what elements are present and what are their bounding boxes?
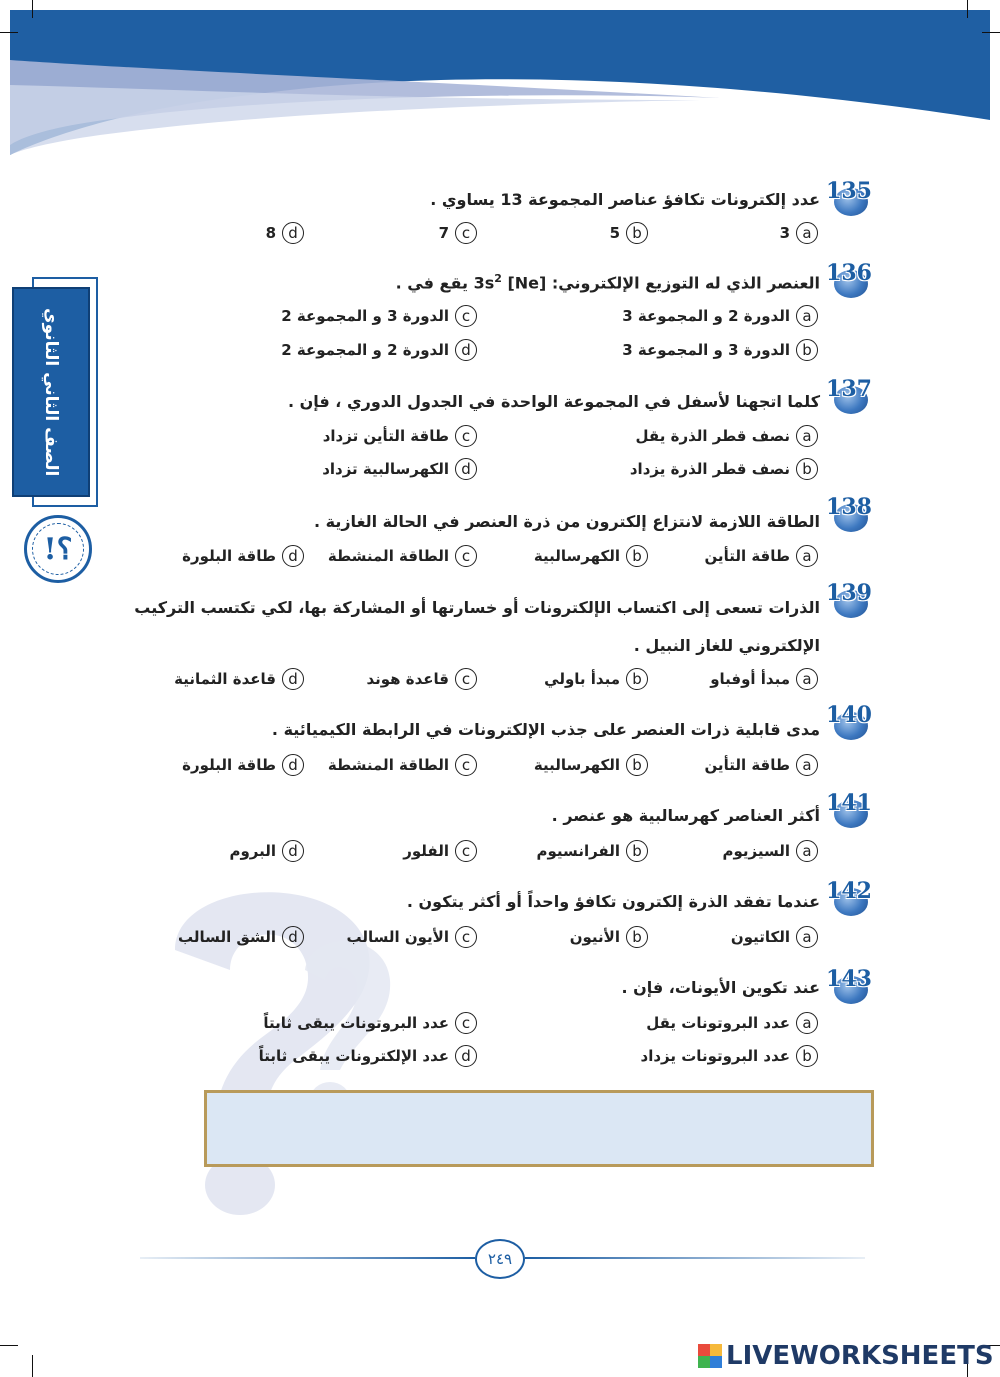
option-text: طاقة البلورة xyxy=(182,547,276,565)
option-d[interactable] xyxy=(266,222,304,244)
option-letter: c xyxy=(455,668,477,690)
option-letter: b xyxy=(796,1045,818,1067)
crop-mark xyxy=(0,32,18,33)
question-number: 140 xyxy=(826,702,872,728)
option-a[interactable] xyxy=(780,222,818,244)
liveworksheets-logo-icon xyxy=(698,1344,722,1368)
option-b[interactable] xyxy=(544,668,648,690)
question-text: الطاقة اللازمة لانتزاع إلكترون من ذرة العنصر في الحالة الغازية . xyxy=(313,512,820,531)
option-text: الشق السالب xyxy=(178,928,276,946)
question-number-badge xyxy=(826,580,872,618)
option-letter: d xyxy=(455,339,477,361)
page-number: ٢٤٩ xyxy=(475,1239,525,1279)
option-a[interactable] xyxy=(636,425,818,447)
question-badge-icon xyxy=(24,515,92,583)
crop-mark xyxy=(0,1345,18,1346)
question-number-badge xyxy=(826,790,872,828)
option-text: الدورة 3 و المجموعة 3 xyxy=(622,341,790,359)
option-b[interactable] xyxy=(534,754,648,776)
option-text: الفلور xyxy=(403,842,449,860)
header-banner xyxy=(0,0,1000,170)
option-c[interactable] xyxy=(263,1012,477,1034)
option-letter: b xyxy=(626,754,648,776)
question-text-part: يقع في . xyxy=(395,273,474,293)
question-text: كلما اتجهنا لأسفل في المجموعة الواحدة في الجدول الدوري ، فإن . xyxy=(287,392,820,411)
option-text: 7 xyxy=(438,224,449,242)
option-text: الفرانسيوم xyxy=(536,842,620,860)
option-c[interactable] xyxy=(328,754,477,776)
question-number: 142 xyxy=(826,878,872,904)
option-text: قاعدة هوند xyxy=(366,670,449,688)
question-number-badge xyxy=(826,878,872,916)
option-letter: c xyxy=(455,545,477,567)
option-text: طاقة البلورة xyxy=(182,756,276,774)
option-d[interactable] xyxy=(281,339,477,361)
option-c[interactable] xyxy=(439,222,477,244)
question-number: 139 xyxy=(826,580,872,606)
option-text: الدورة 2 و المجموعة 3 xyxy=(622,307,790,325)
option-text: عدد البروتونات يزداد xyxy=(640,1047,790,1065)
question-number-badge xyxy=(826,494,872,532)
option-c[interactable] xyxy=(281,305,477,327)
option-text: طاقة التأين xyxy=(704,756,790,774)
option-d[interactable] xyxy=(322,458,477,480)
option-a[interactable] xyxy=(622,305,818,327)
option-letter: b xyxy=(626,668,648,690)
option-letter: d xyxy=(282,668,304,690)
option-d[interactable] xyxy=(182,545,304,567)
superscript: 2 xyxy=(494,272,502,285)
option-text: عدد البروتونات يقل xyxy=(646,1014,790,1032)
option-letter: d xyxy=(282,222,304,244)
answer-input-box[interactable] xyxy=(204,1090,874,1167)
option-a[interactable] xyxy=(704,545,818,567)
option-text: الدورة 3 و المجموعة 2 xyxy=(281,307,449,325)
option-text: عدد الإلكترونات يبقى ثابتاً xyxy=(258,1047,449,1065)
option-text: 8 xyxy=(265,224,276,242)
option-text: طاقة التأين xyxy=(704,547,790,565)
option-text: مبدأ أوفباو xyxy=(710,670,790,688)
question-badge-symbol: !؟ xyxy=(43,531,73,567)
option-c[interactable] xyxy=(323,425,477,447)
option-c[interactable] xyxy=(328,545,477,567)
option-letter: a xyxy=(796,926,818,948)
option-a[interactable] xyxy=(731,926,818,948)
crop-mark xyxy=(32,0,33,18)
option-a[interactable] xyxy=(710,668,818,690)
question-number-badge xyxy=(826,260,872,298)
option-text: الكاتيون xyxy=(730,928,790,946)
option-c[interactable] xyxy=(403,840,477,862)
liveworksheets-brand[interactable] xyxy=(698,1341,994,1371)
footer-line-right xyxy=(525,1257,865,1259)
option-letter: a xyxy=(796,305,818,327)
question-text: الذرات تسعى إلى اكتساب الإلكترونات أو خسارتها أو المشاركة بها، لكي تكتسب التركيب xyxy=(134,598,820,617)
question-text: أكثر العناصر كهرسالبية هو عنصر . xyxy=(551,806,820,825)
option-letter: b xyxy=(796,458,818,480)
question-text: مدى قابلية ذرات العنصر على جذب الإلكترونات في الرابطة الكيميائية . xyxy=(271,720,820,739)
option-b[interactable] xyxy=(630,458,818,480)
question-text xyxy=(396,272,820,292)
option-letter: a xyxy=(796,222,818,244)
option-b[interactable] xyxy=(534,545,648,567)
option-letter: c xyxy=(455,1012,477,1034)
option-d[interactable] xyxy=(229,840,304,862)
option-letter: c xyxy=(455,425,477,447)
option-b[interactable] xyxy=(622,339,818,361)
option-text: قاعدة الثمانية xyxy=(174,670,276,688)
crop-mark xyxy=(32,1355,33,1377)
question-number: 135 xyxy=(826,178,872,204)
option-a[interactable] xyxy=(646,1012,818,1034)
option-letter: a xyxy=(796,545,818,567)
option-letter: b xyxy=(626,840,648,862)
option-b[interactable] xyxy=(570,926,648,948)
option-letter: b xyxy=(626,545,648,567)
footer-line-left xyxy=(140,1257,475,1259)
question-number: 137 xyxy=(826,376,872,402)
option-text: الدورة 2 و المجموعة 2 xyxy=(281,341,449,359)
side-tab-label: الصف الثاني الثانوي xyxy=(41,307,61,477)
side-tab-label-wrap xyxy=(12,287,90,497)
option-d[interactable] xyxy=(178,926,304,948)
option-text: نصف قطر الذرة يزداد xyxy=(629,460,790,478)
option-letter: c xyxy=(455,926,477,948)
question-number: 138 xyxy=(826,494,872,520)
crop-mark xyxy=(982,32,1000,33)
option-text: عدد البروتونات يبقى ثابتاً xyxy=(263,1014,449,1032)
option-text: الأنيون xyxy=(569,928,620,946)
option-letter: d xyxy=(282,840,304,862)
option-text: السيزيوم xyxy=(722,842,790,860)
option-letter: b xyxy=(626,926,648,948)
option-text: مبدأ باولي xyxy=(544,670,620,688)
option-d[interactable] xyxy=(182,754,304,776)
option-letter: c xyxy=(455,305,477,327)
question-number-badge xyxy=(826,178,872,216)
option-text: الكهرسالبية xyxy=(533,547,620,565)
option-letter: d xyxy=(282,545,304,567)
option-letter: a xyxy=(796,425,818,447)
option-letter: b xyxy=(626,222,648,244)
option-a[interactable] xyxy=(704,754,818,776)
question-number-badge xyxy=(826,966,872,1004)
option-c[interactable] xyxy=(366,668,477,690)
option-letter: a xyxy=(796,754,818,776)
option-letter: c xyxy=(455,222,477,244)
question-text: عدد إلكترونات تكافؤ عناصر المجموعة 13 يساوي . xyxy=(430,190,820,209)
option-letter: c xyxy=(455,840,477,862)
crop-mark xyxy=(967,0,968,18)
option-text: الطاقة المنشطة xyxy=(327,756,449,774)
option-letter: a xyxy=(796,840,818,862)
question-text-part: العنصر الذي له التوزيع الإلكتروني: [Ne] 3s xyxy=(473,273,820,293)
option-letter: d xyxy=(455,1045,477,1067)
option-d[interactable] xyxy=(259,1045,477,1067)
option-letter: d xyxy=(282,926,304,948)
option-text: الكهرسالبية تزداد xyxy=(322,460,449,478)
option-letter: b xyxy=(796,339,818,361)
option-a[interactable] xyxy=(722,840,818,862)
option-text: طاقة التأين تزداد xyxy=(322,427,449,445)
option-c[interactable] xyxy=(346,926,477,948)
option-letter: d xyxy=(282,754,304,776)
question-text-line2: الإلكتروني للغاز النبيل . xyxy=(633,636,820,655)
question-text: عندما تفقد الذرة إلكترون تكافؤ واحداً أو أكثر يتكون . xyxy=(406,892,820,911)
option-b[interactable] xyxy=(641,1045,818,1067)
option-letter: a xyxy=(796,1012,818,1034)
option-letter: a xyxy=(796,668,818,690)
option-text: نصف قطر الذرة يقل xyxy=(635,427,790,445)
option-text: الأيون السالب xyxy=(346,928,449,946)
option-text: الكهرسالبية xyxy=(533,756,620,774)
question-number: 143 xyxy=(826,966,872,992)
option-text: الطاقة المنشطة xyxy=(327,547,449,565)
option-b[interactable] xyxy=(537,840,648,862)
brand-name: LIVEWORKSHEETS xyxy=(726,1341,994,1371)
option-d[interactable] xyxy=(174,668,304,690)
question-number-badge xyxy=(826,702,872,740)
question-text: عند تكوين الأيونات، فإن . xyxy=(621,978,820,997)
option-letter: c xyxy=(455,754,477,776)
question-number: 136 xyxy=(826,260,872,286)
option-letter: d xyxy=(455,458,477,480)
question-number: 141 xyxy=(826,790,872,816)
option-text: 5 xyxy=(609,224,620,242)
option-text: البروم xyxy=(229,842,276,860)
option-text: 3 xyxy=(779,224,790,242)
question-number-badge xyxy=(826,376,872,414)
option-b[interactable] xyxy=(610,222,648,244)
